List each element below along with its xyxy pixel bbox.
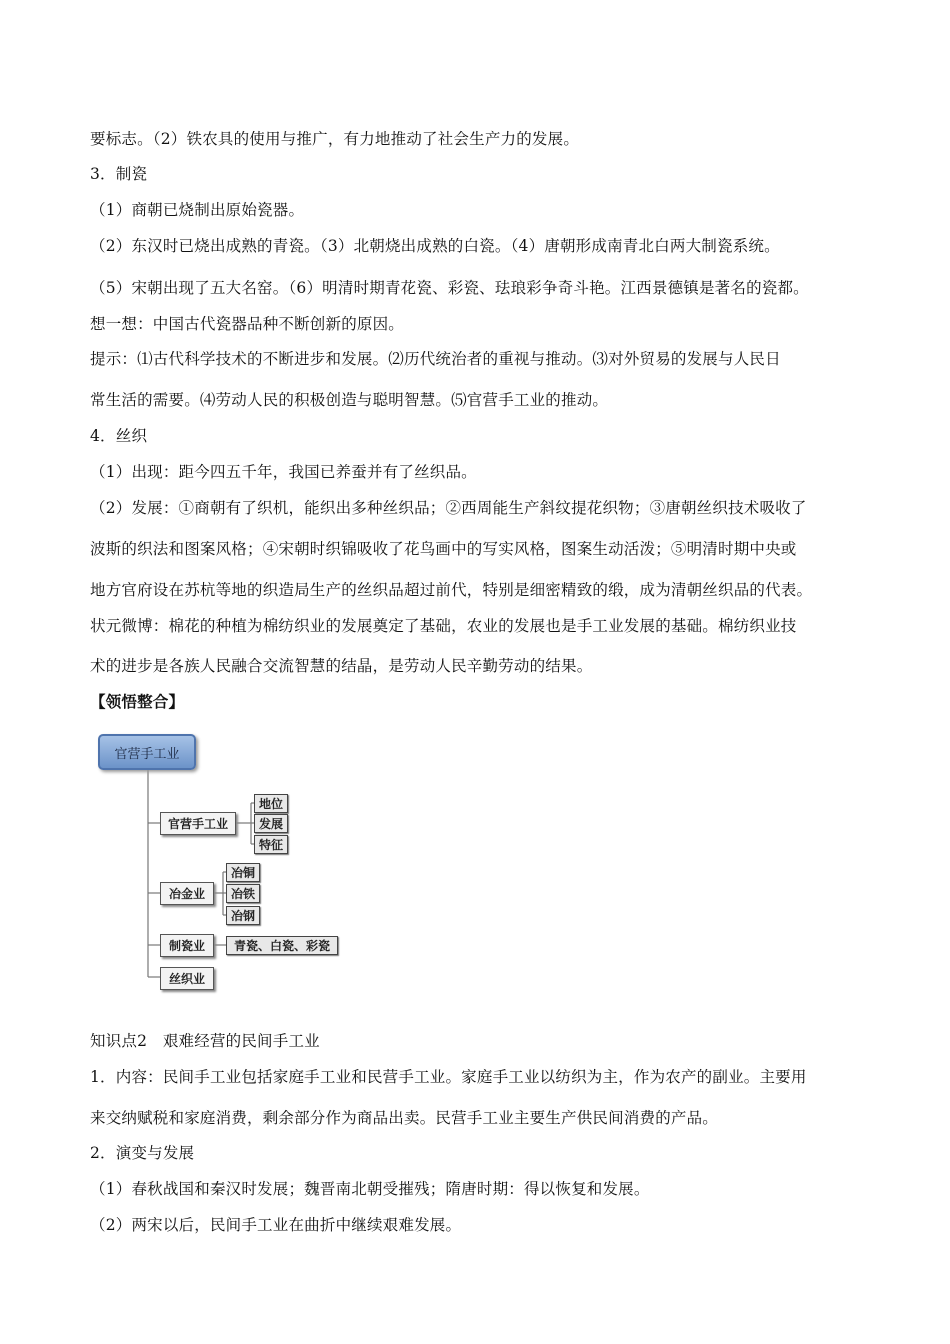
text-line: 状元微博：棉花的种植为棉纺织业的发展奠定了基础，农业的发展也是手工业发展的基础。棉纺织业技 xyxy=(90,617,797,635)
text-line: 术的进步是各族人民融合交流智慧的结晶，是劳动人民辛勤劳动的结果。 xyxy=(90,657,593,675)
diagram-branch-node: 官营手工业 xyxy=(160,812,236,835)
diagram-root-node: 官营手工业 xyxy=(98,734,196,770)
section-heading: 3．制瓷 xyxy=(90,165,148,183)
text-line: （1）商朝已烧制出原始瓷器。 xyxy=(90,201,305,219)
diagram-leaf-node: 冶钢 xyxy=(226,906,260,925)
text-line: 来交纳赋税和家庭消费，剩余部分作为商品出卖。民营手工业主要生产供民间消费的产品。 xyxy=(90,1109,719,1127)
text-line: 地方官府设在苏杭等地的织造局生产的丝织品超过前代，特别是细密精致的缎，成为清朝丝织品的代表。 xyxy=(90,581,813,599)
text-line: 提示：⑴古代科学技术的不断进步和发展。⑵历代统治者的重视与推动。⑶对外贸易的发展与人民日 xyxy=(90,350,781,368)
text-line: （2）两宋以后，民间手工业在曲折中继续艰难发展。 xyxy=(90,1216,462,1234)
text-line: 常生活的需要。⑷劳动人民的积极创造与聪明智慧。⑸官营手工业的推动。 xyxy=(90,391,609,409)
diagram-leaf-node: 冶铜 xyxy=(226,863,260,882)
concept-diagram xyxy=(96,727,346,1002)
text-line: （2）发展：①商朝有了织机，能织出多种丝织品；②西周能生产斜纹提花织物；③唐朝丝织技术吸收了 xyxy=(90,499,807,517)
diagram-leaf-node: 发展 xyxy=(254,814,288,833)
section-heading: 4．丝织 xyxy=(90,427,148,445)
text-line: 1．内容：民间手工业包括家庭手工业和民营手工业。家庭手工业以纺织为主，作为农产的副业。主要用 xyxy=(90,1068,807,1086)
text-line: （5）宋朝出现了五大名窑。（6）明清时期青花瓷、彩瓷、珐琅彩争奇斗艳。江西景德镇是著名的瓷都。 xyxy=(90,279,809,297)
text-line: （1）春秋战国和秦汉时发展；魏晋南北朝受摧残；隋唐时期：得以恢复和发展。 xyxy=(90,1180,650,1198)
section-heading: 2．演变与发展 xyxy=(90,1144,195,1162)
diagram-leaf-node: 青瓷、白瓷、彩瓷 xyxy=(226,936,338,955)
text-line: 要标志。（2）铁农具的使用与推广，有力地推动了社会生产力的发展。 xyxy=(90,130,580,148)
text-line: （1）出现：距今四五千年，我国已养蚕并有了丝织品。 xyxy=(90,463,477,481)
diagram-leaf-node: 冶铁 xyxy=(226,884,260,903)
diagram-branch-node: 制瓷业 xyxy=(160,934,214,957)
diagram-branch-node: 冶金业 xyxy=(160,882,214,905)
section-heading: 知识点2 艰难经营的民间手工业 xyxy=(90,1032,320,1050)
text-line: 想一想：中国古代瓷器品种不断创新的原因。 xyxy=(90,315,405,333)
section-heading: 【领悟整合】 xyxy=(90,692,185,711)
text-line: 波斯的织法和图案风格；④宋朝时织锦吸收了花鸟画中的写实风格，图案生动活泼；⑤明清时期中央或 xyxy=(90,540,797,558)
diagram-leaf-node: 地位 xyxy=(254,794,288,813)
diagram-branch-node: 丝织业 xyxy=(160,967,214,990)
text-line: （2）东汉时已烧出成熟的青瓷。（3）北朝烧出成熟的白瓷。（4）唐朝形成南青北白两大制瓷系统。 xyxy=(90,237,780,255)
diagram-leaf-node: 特征 xyxy=(254,835,288,854)
